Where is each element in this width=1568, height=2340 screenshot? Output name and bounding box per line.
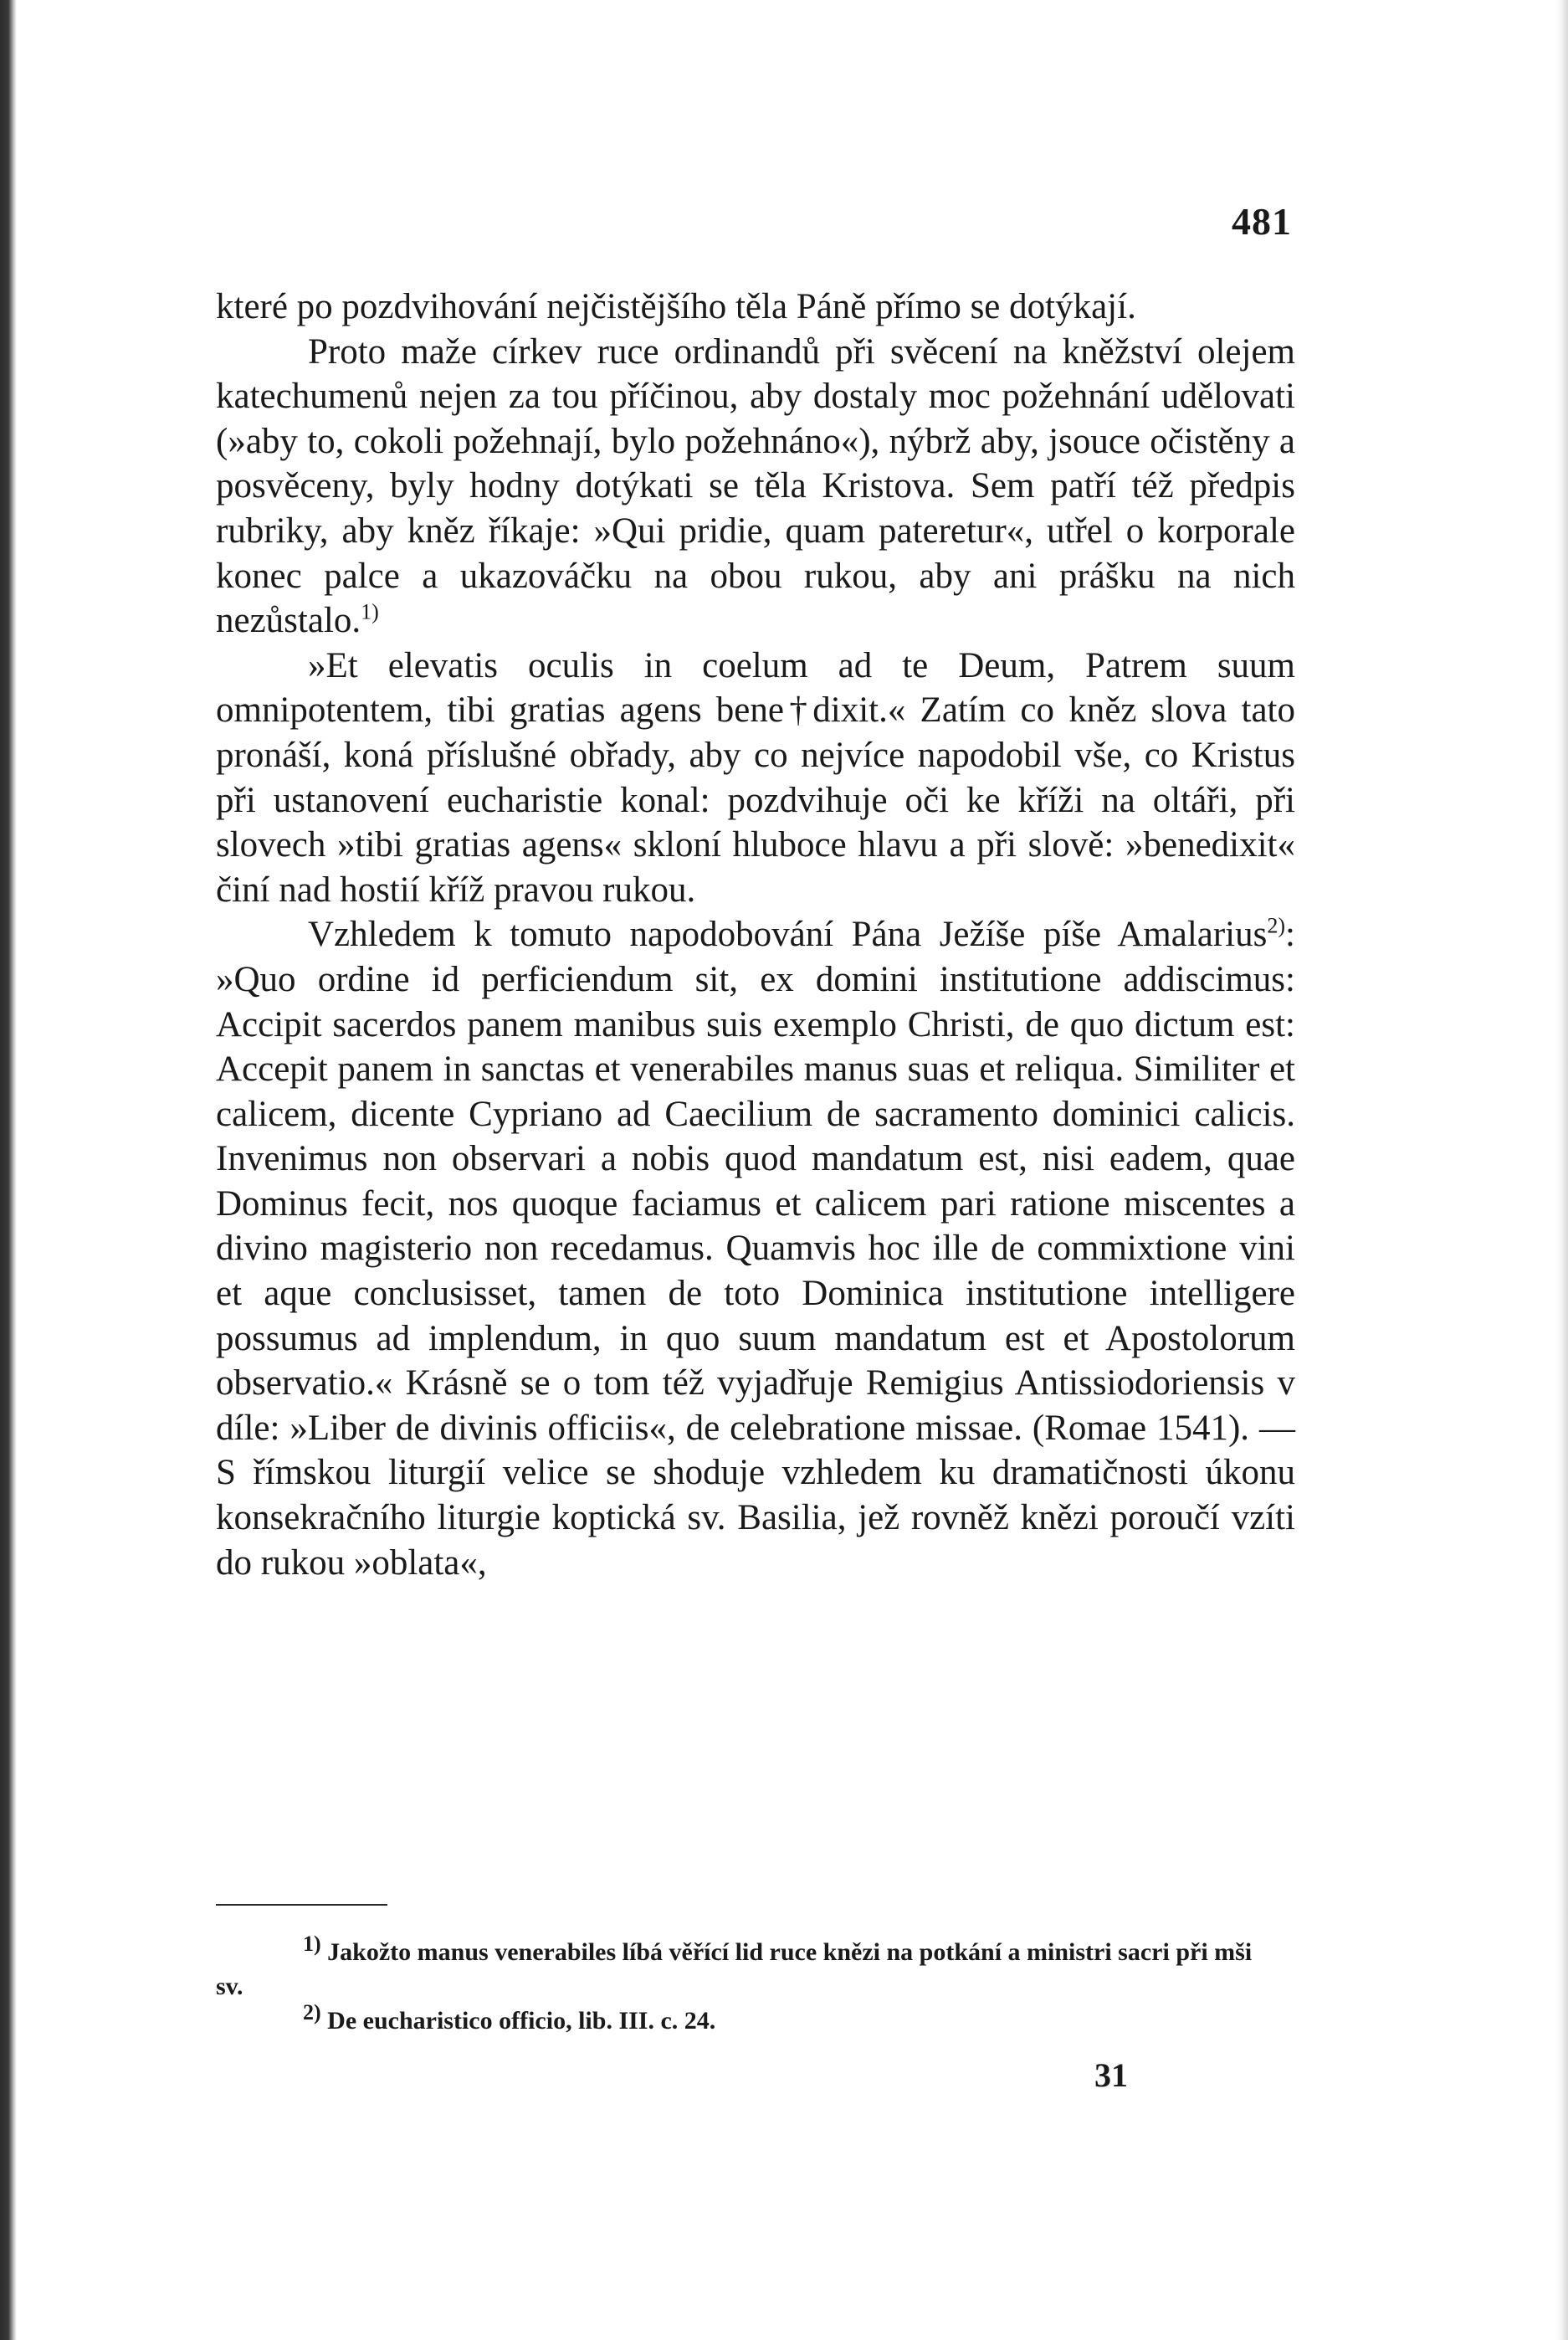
paragraph-4	[216, 912, 1295, 1585]
paragraph-1: které po pozdvihování nejčistějšího těla Páně přímo se dotýkají.	[216, 287, 1136, 326]
footnote-1	[216, 1932, 1270, 2004]
footnote-separator	[216, 1904, 387, 1906]
paragraph-3: »Et elevatis oculis in coelum ad te Deum, Patrem suum omnipotentem, tibi gratias agens bene†dixit.« Zatím co kněz slova tato pronáší, koná příslušné obřady, aby co nejvíce napodobil vše, co Kristus při ustanovení eucharistie konal: pozdvihuje oči ke kříži na oltáři, při slovech »tibi gratias agens« skloní hluboce hlavu a při slově: »benedixit« činí nad hostií kříž pravou rukou.	[216, 645, 1295, 910]
footnote-ref-1: 1)	[361, 599, 379, 624]
footnote-2-mark: 2)	[303, 2000, 321, 2024]
scan-edge-left	[0, 0, 17, 2340]
signature-mark: 31	[1094, 2056, 1128, 2094]
footnote-2-text: De eucharistico officio, lib. III. c. 24.	[327, 2007, 716, 2035]
paragraph-4-text-b: : »Quo ordine id perficiendum sit, ex domini institutione addiscimus: Accipit sacerdos panem manibus suis exemplo Christi, de quo dictum est: Accepit panem in sanctas et venerabiles manus suas et reliqua. Similiter et calicem, dicente Cypriano ad Caecilium de sacramento dominici calicis. Invenimus non observari a nobis quod mandatum est, nisi eadem, quae Dominus fecit, nos quoque faciamus et calicem pari ratione miscentes a divino magisterio non recedamus. Quamvis hoc ille de commixtione vini et aque conclusisset, tamen de toto Dominica institutione intelligere possumus ad implendum, in quo suum mandatum est et Apostolorum observatio.« Krásně se o tom též vyjadřuje Remigius Antissiodoriensis v díle: »Liber de divinis officiis«, de celebratione missae. (Romae 1541). — S římskou liturgií velice se shoduje vzhledem ku dramatičnosti úkonu konsekračního liturgie koptická sv. Basilia, jež rovněž knězi poroučí vzíti do rukou »oblata«,	[216, 915, 1295, 1583]
footnote-1-mark: 1)	[303, 1932, 321, 1956]
footnotes	[216, 1932, 1270, 2038]
page-number: 481	[1232, 200, 1292, 243]
footnote-2	[216, 2000, 1270, 2038]
paragraph-2-text: Proto maže církev ruce ordinandů při svěcení na kněžství olejem katechumenů nejen za tou příčinou, aby dostaly moc požehnání udělovati (»aby to, cokoli požehnají, bylo požehnáno«), nýbrž aby, jsouce očistěny a posvěceny, byly hodny dotýkati se těla Kristova. Sem patří též předpis rubriky, aby kněz říkaje: »Qui pridie, quam pateretur«, utřel o korporale konec palce a ukazováčku na obou rukou, aby ani prášku na nich nezůstalo.	[216, 331, 1295, 641]
footnote-ref-2: 2)	[1267, 913, 1286, 938]
footnote-1-text: Jakožto manus venerabiles líbá věřící lid ruce knězi na potkání a ministri sacri při mši sv.	[216, 1938, 1253, 2000]
body-text	[216, 285, 1295, 1585]
paragraph-2	[216, 330, 1295, 644]
scan-edge-right	[1556, 0, 1568, 2340]
paragraph-4-text-a: Vzhledem k tomuto napodobování Pána Ježíše píše Amalarius	[308, 915, 1268, 955]
